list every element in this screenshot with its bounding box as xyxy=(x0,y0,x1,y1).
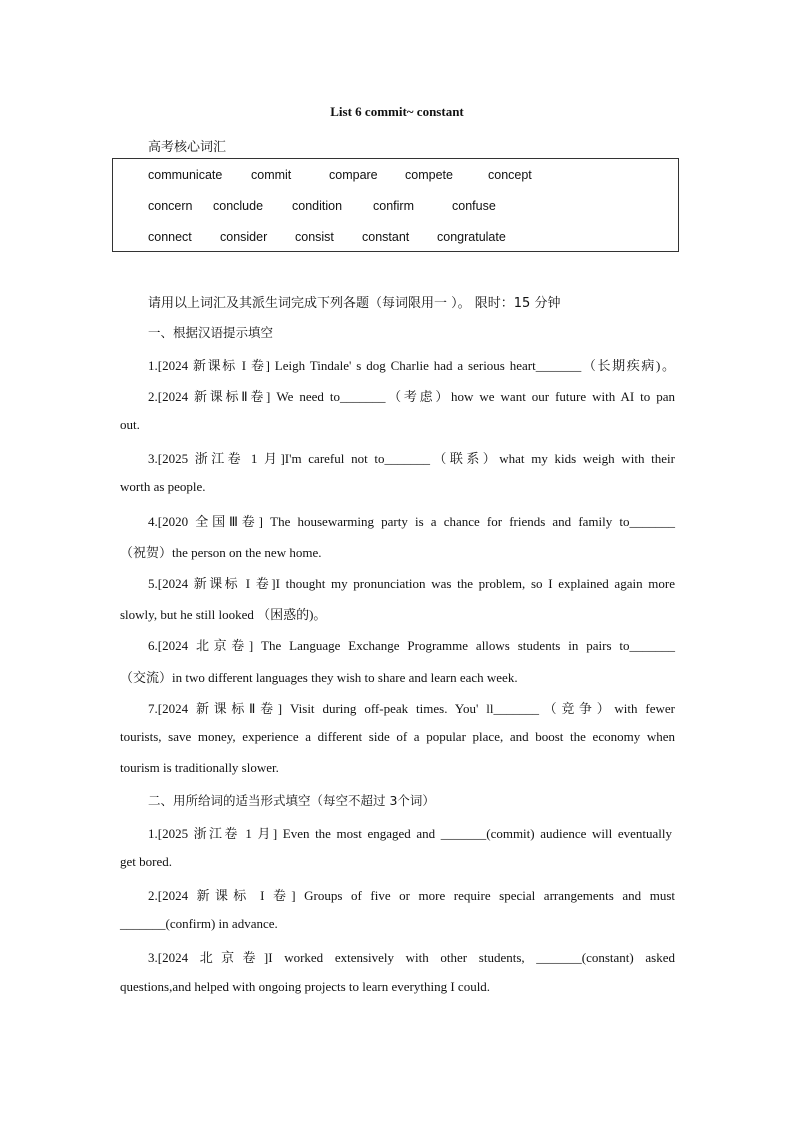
vocab-box xyxy=(112,158,679,252)
question-line: 5.[2024 新课标 I 卷]I thought my pronunciation was the problem, so I explained again more xyxy=(148,576,675,591)
question-line: 3.[2025 浙江卷 1 月]I'm careful not to_______（联系）what my kids weigh with their xyxy=(148,451,675,466)
question-line: tourists, save money, experience a different side of a popular place, and boost the economy when xyxy=(120,729,675,744)
core-vocab-label: 高考核心词汇 xyxy=(148,140,227,155)
vocab-word: concept xyxy=(488,168,532,182)
vocab-word: connect xyxy=(148,230,192,244)
vocab-word: consist xyxy=(295,230,334,244)
question-line: （交流）in two different languages they wish to share and learn each week. xyxy=(120,670,518,685)
vocab-word: compete xyxy=(405,168,453,182)
question-line: 6.[2024 北京卷] The Language Exchange Programme allows students in pairs to_______ xyxy=(148,638,675,653)
question-line: 2.[2024 新课标Ⅱ卷] We need to_______（考虑）how we want our future with AI to pan xyxy=(148,389,675,404)
question-line: 1.[2024 新课标 I 卷] Leigh Tindale' s dog Charlie had a serious heart_______（长期疾病)。 xyxy=(148,358,675,373)
page-title: List 6 commit~ constant xyxy=(330,104,464,119)
vocab-word: commit xyxy=(251,168,292,182)
question-line: _______(confirm) in advance. xyxy=(120,916,278,931)
question-line: out. xyxy=(120,417,140,432)
vocab-word: communicate xyxy=(148,168,223,182)
vocab-word: confuse xyxy=(452,199,496,213)
vocab-word: consider xyxy=(220,230,268,244)
question-line: 1.[2025 浙江卷 1 月] Even the most engaged and _______(commit) audience will eventually xyxy=(148,826,672,841)
vocab-word: conclude xyxy=(213,199,264,213)
part2-heading: 二、用所给词的适当形式填空（每空不超过 3个词） xyxy=(148,793,435,808)
question-line: 7.[2024 新课标Ⅱ卷] Visit during off-peak times. You' ll_______（竞争）with fewer xyxy=(148,701,675,716)
vocab-word: confirm xyxy=(373,199,414,213)
vocab-word: congratulate xyxy=(437,230,506,244)
vocab-word: concern xyxy=(148,199,193,213)
question-line: questions,and helped with ongoing projects to learn everything I could. xyxy=(120,979,491,994)
vocab-word: constant xyxy=(362,230,410,244)
vocab-word: condition xyxy=(292,199,343,213)
question-line: 3.[2024 北京卷]I worked extensively with other students, _______(constant) asked xyxy=(148,950,675,965)
part1-heading: 一、根据汉语提示填空 xyxy=(148,325,274,340)
question-line: slowly, but he still looked （困惑的)。 xyxy=(120,607,327,622)
question-line: 2.[2024 新课标 I 卷] Groups of five or more require special arrangements and must xyxy=(148,888,675,903)
question-line: worth as people. xyxy=(120,479,206,494)
question-line: 4.[2020 全国Ⅲ卷] The housewarming party is a chance for friends and family to_______ xyxy=(148,514,675,529)
vocab-word: compare xyxy=(329,168,378,182)
question-line: （祝贺）the person on the new home. xyxy=(120,545,322,560)
question-line: get bored. xyxy=(120,854,172,869)
instruction: 请用以上词汇及其派生词完成下列各题（每词限用一 ）。 限时：15 分钟 xyxy=(148,296,561,311)
question-line: tourism is traditionally slower. xyxy=(120,760,279,775)
